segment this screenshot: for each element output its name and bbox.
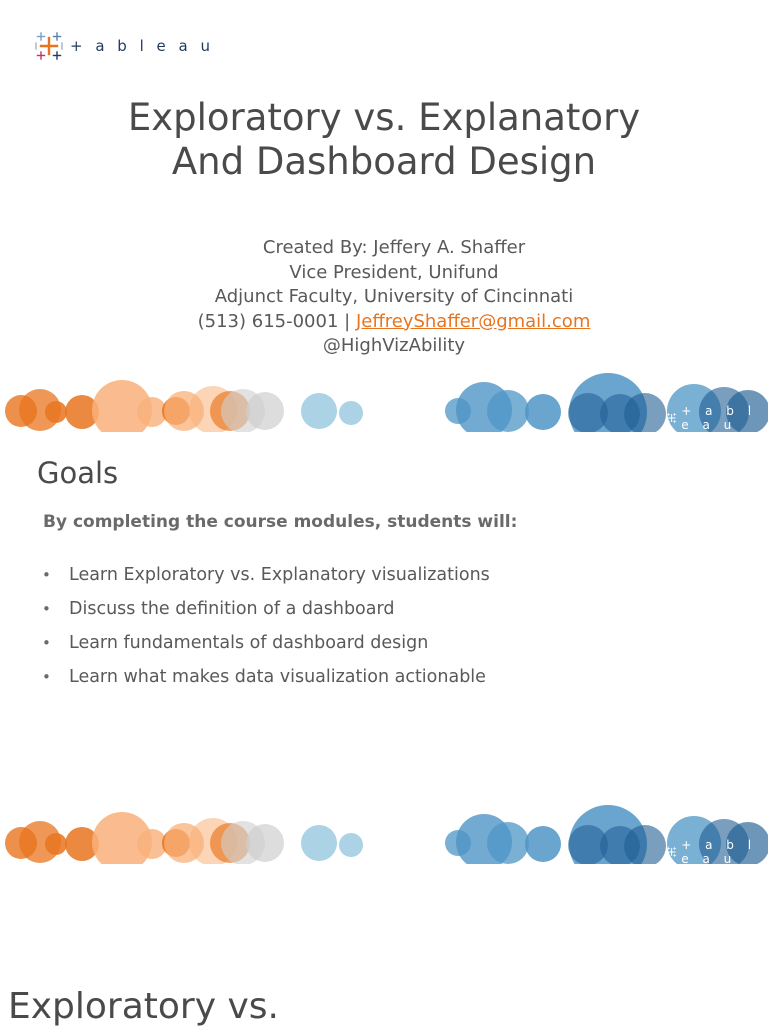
band-wordmark: + a b l e a u — [681, 404, 757, 432]
bubble — [487, 390, 529, 432]
email-link[interactable]: JeffreyShaffer@gmail.com — [355, 310, 591, 332]
bubble — [301, 825, 337, 861]
bubble — [339, 833, 363, 857]
band-wordmark: + a b l e a u — [681, 838, 757, 864]
band-tableau-logo — [666, 404, 768, 432]
title-line-1: Exploratory vs. Explanatory — [127, 96, 641, 139]
tableau-cross-icon — [34, 31, 64, 61]
bubble — [246, 392, 284, 430]
author-role: Vice President, Unifund — [289, 261, 499, 283]
goal-item: • Learn fundamentals of dashboard design — [40, 626, 490, 660]
goals-list — [40, 558, 490, 694]
title-line-2: And Dashboard Design — [171, 140, 597, 183]
phone-number: (513) 615-0001 | — [197, 310, 351, 332]
goals-heading: Goals — [37, 456, 119, 490]
created-by: Created By: Jeffery A. Shaffer — [262, 237, 526, 258]
bubble — [301, 393, 337, 429]
twitter-handle: @HighVizAbility — [322, 335, 466, 356]
goal-item: • Learn what makes data visualization actionable — [40, 660, 490, 694]
tableau-logo — [34, 30, 214, 62]
contact-line — [0, 310, 768, 335]
goal-item: • Learn Exploratory vs. Explanatory visualizations — [40, 558, 490, 592]
bubble — [246, 824, 284, 862]
bubble — [45, 833, 67, 855]
next-slide-title: Exploratory vs. — [8, 986, 279, 1027]
bubble — [45, 401, 67, 423]
bubble — [525, 394, 561, 430]
bubble-band-top — [0, 372, 768, 432]
logo-wordmark: + a b l e a u — [70, 37, 214, 55]
decorative-bubbles — [0, 804, 768, 864]
bubble — [339, 401, 363, 425]
bubble-band-bottom — [0, 804, 768, 864]
band-tableau-logo — [666, 838, 768, 864]
slide-title — [0, 96, 768, 184]
decorative-bubbles — [0, 372, 768, 432]
tableau-cross-icon — [666, 409, 677, 427]
tableau-cross-icon — [666, 843, 677, 861]
goal-item: • Discuss the definition of a dashboard — [40, 592, 490, 626]
goals-intro: By completing the course modules, students will: — [43, 512, 518, 532]
bubble — [487, 822, 529, 864]
author-faculty: Adjunct Faculty, University of Cincinnati — [214, 286, 574, 307]
author-info — [0, 236, 768, 359]
bubble — [525, 826, 561, 862]
